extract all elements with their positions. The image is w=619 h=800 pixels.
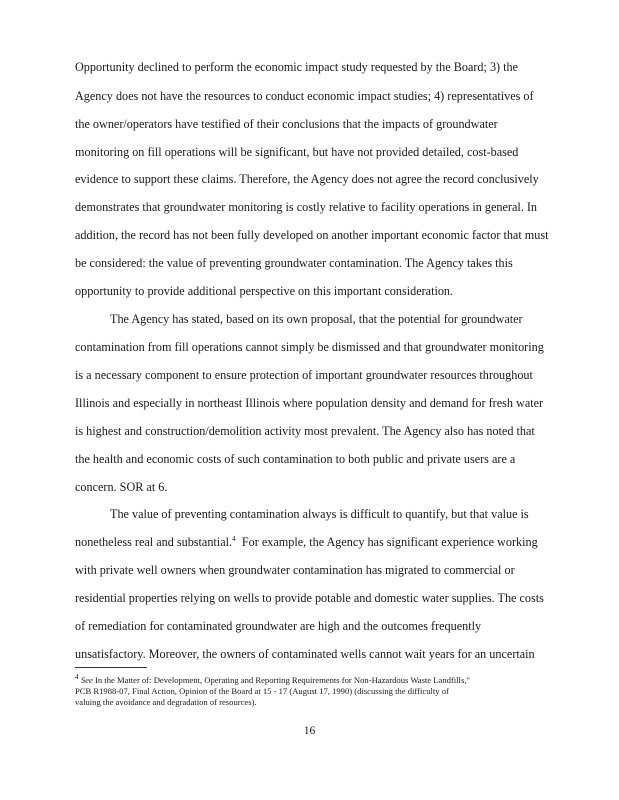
body-line: of remediation for contaminated groundwater are high and the outcomes frequently <box>75 619 482 633</box>
footnote-line: PCB R1988-07, Final Action, Opinion of the Board at 15 - 17 (August 17, 1990) (discussing the difficulty of <box>75 686 449 696</box>
body-line: unsatisfactory. Moreover, the owners of contaminated wells cannot wait years for an uncertain <box>75 647 535 661</box>
body-line: The value of preventing contamination always is difficult to quantify, but that value is <box>110 507 529 521</box>
body-line: Opportunity declined to perform the economic impact study requested by the Board; 3) the <box>75 60 519 74</box>
body-line: residential properties relying on wells to provide potable and domestic water supplies. The costs <box>75 591 544 605</box>
footnote-number: 4 <box>75 672 79 682</box>
body-line: opportunity to provide additional perspective on this important consideration. <box>75 284 454 298</box>
footnote-separator <box>75 667 147 668</box>
body-line: Illinois and especially in northeast Illinois where population density and demand for fresh water <box>75 396 544 410</box>
body-line: contamination from fill operations cannot simply be dismissed and that groundwater monitoring <box>75 340 544 354</box>
body-line-text: nonetheless real and substantial. <box>75 535 233 549</box>
body-line: concern. SOR at 6. <box>75 480 168 494</box>
body-line: addition, the record has not been fully developed on another important economic factor that must <box>75 228 549 242</box>
body-line: the owner/operators have testified of their conclusions that the impacts of groundwater <box>75 117 498 131</box>
footnote-reference[interactable]: 4 <box>232 533 236 543</box>
page-number: 16 <box>303 725 316 737</box>
body-line: is a necessary component to ensure protection of important groundwater resources throughout <box>75 368 533 382</box>
body-line: The Agency has stated, based on its own proposal, that the potential for groundwater <box>110 312 523 326</box>
footnote-see: See <box>80 675 93 685</box>
body-line: monitoring on fill operations will be significant, but have not provided detailed, cost-based <box>75 145 519 159</box>
body-line: is highest and construction/demolition activity most prevalent. The Agency also has noted that <box>75 424 535 438</box>
footnote-text: In the Matter of: Development, Operating and Reporting Requirements for Non-Hazardous Waste Landfills," <box>95 675 470 685</box>
body-line: with private well owners when groundwater contamination has migrated to commercial or <box>75 563 515 577</box>
footnote-line <box>75 672 545 685</box>
body-line: be considered: the value of preventing groundwater contamination. The Agency takes this <box>75 256 513 270</box>
body-line <box>75 535 545 549</box>
body-line: Agency does not have the resources to conduct economic impact studies; 4) representatives of <box>75 89 534 103</box>
body-line: the health and economic costs of such contamination to both public and private users are a <box>75 452 516 466</box>
body-line-text: For example, the Agency has significant experience working <box>241 535 538 549</box>
body-line: evidence to support these claims. Therefore, the Agency does not agree the record conclusively <box>75 172 539 186</box>
footnote-line: valuing the avoidance and degradation of resources). <box>75 697 257 707</box>
body-line: demonstrates that groundwater monitoring is costly relative to facility operations in general. In <box>75 200 537 214</box>
